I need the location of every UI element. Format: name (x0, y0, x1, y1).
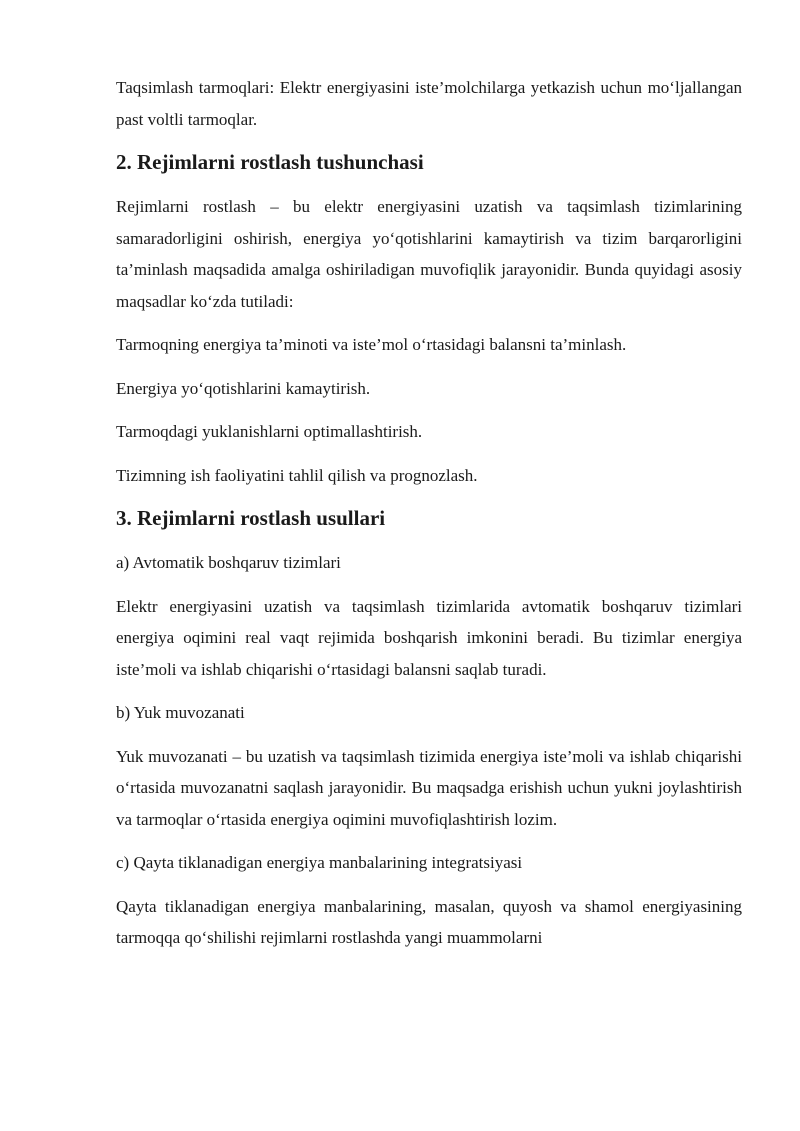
subheading-automatic-control: a) Avtomatik boshqaruv tizimlari (116, 553, 341, 572)
paragraph-renewable-integration: Qayta tiklanadigan energiya manbalarining, masalan, quyosh va shamol energiyasining tarmoqqa qo‘shilishi rejimlarni rostlashda yangi muammolarni (116, 896, 742, 947)
goal-item-losses: Energiya yo‘qotishlarini kamaytirish. (116, 378, 371, 398)
paragraph-distribution-networks: Taqsimlash tarmoqlari: Elektr energiyasini iste’molchilarga yetkazish uchun mo‘ljallangan past voltli tarmoqlar. (116, 78, 742, 129)
heading-regime-regulation-concept: 2. Rejimlarni rostlash tushunchasi (116, 150, 424, 174)
goal-item-balance: Tarmoqning energiya ta’minoti va iste’mol o‘rtasidagi balansni ta’minlash. (116, 335, 627, 354)
paragraph-load-balance: Yuk muvozanati – bu uzatish va taqsimlash tizimida energiya iste’moli va ishlab chiqarishi o‘rtasida muvozanatni saqlash jarayonidir. Bu maqsadga erishish uchun yukni joylashtirish va tarmoqlar o‘rtasida energiya oqimini muvofiqlashtirish lozim. (116, 746, 742, 829)
goal-item-loads: Tarmoqdagi yuklanishlarni optimallashtirish. (116, 422, 423, 441)
goal-item-analysis: Tizimning ish faoliyatini tahlil qilish va prognozlash. (116, 465, 478, 485)
paragraph-automatic-control: Elektr energiyasini uzatish va taqsimlash tizimlarida avtomatik boshqaruv tizimlari energiya oqimini real vaqt rejimida boshqarish imkonini beradi. Bu tizimlar energiya iste’moli va ishlab chiqarishi o‘rtasidagi balansni saqlab turadi. (116, 596, 742, 679)
subheading-load-balance: b) Yuk muvozanati (116, 703, 245, 722)
heading-regime-regulation-methods: 3. Rejimlarni rostlash usullari (116, 506, 386, 530)
subheading-renewable-integration: c) Qayta tiklanadigan energiya manbalarining integratsiyasi (116, 853, 523, 872)
paragraph-regime-regulation-definition: Rejimlarni rostlash – bu elektr energiyasini uzatish va taqsimlash tizimlarining samaradorligini oshirish, energiya yo‘qotishlarini kamaytirish va tizim barqarorligini ta’minlash maqsadida amalga oshiriladigan muvofiqlik jarayonidir. Bunda quyidagi asosiy maqsadlar ko‘zda tutiladi: (116, 197, 742, 311)
document-page (116, 72, 742, 966)
